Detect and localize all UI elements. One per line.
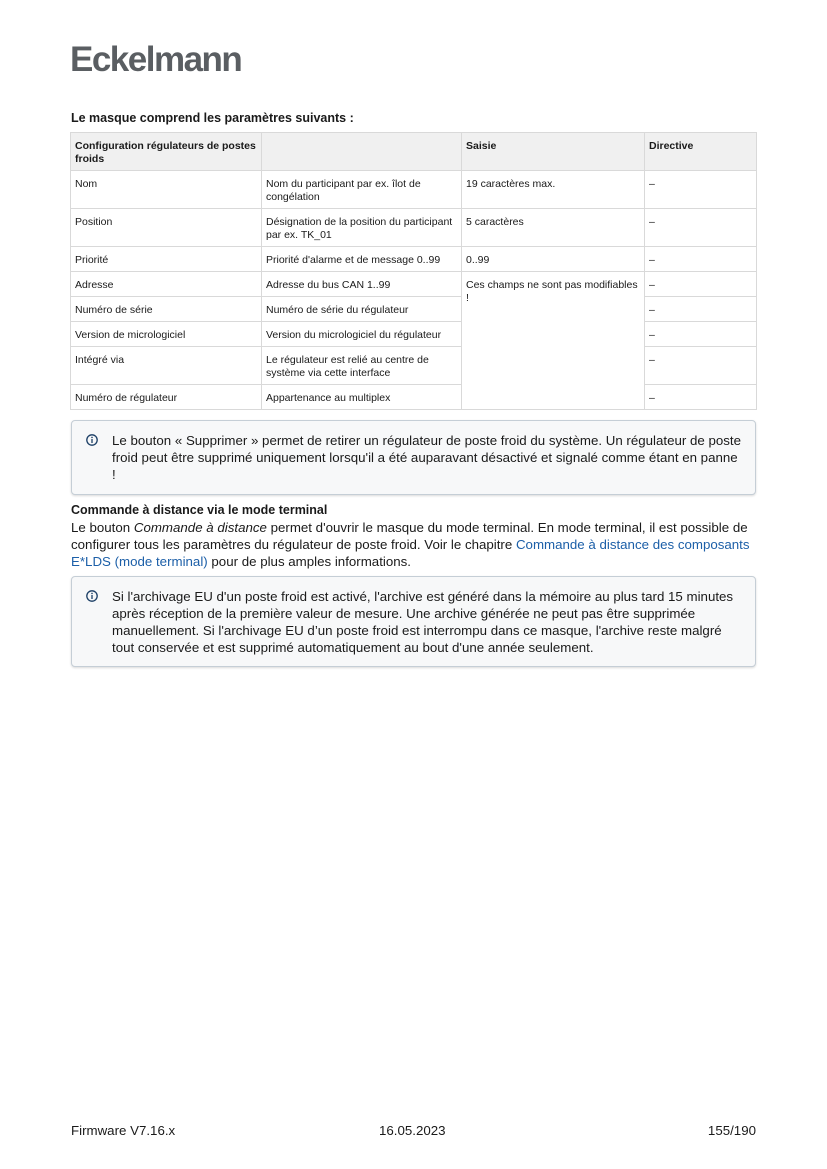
table-row — [71, 272, 757, 297]
cell-directive: – — [645, 247, 757, 272]
cell-name: Version de micrologiciel — [71, 322, 262, 347]
cell-directive: – — [645, 297, 757, 322]
cell-name: Priorité — [71, 247, 262, 272]
cell-desc: Appartenance au multiplex — [262, 385, 462, 410]
cell-desc: Numéro de série du régulateur — [262, 297, 462, 322]
info-icon — [86, 434, 98, 446]
remote-button-name: Commande à distance — [133, 520, 267, 535]
cell-input: 5 caractères — [462, 209, 645, 247]
table-row — [71, 322, 757, 347]
cell-input-merged: Ces champs ne sont pas modifiables ! — [462, 272, 645, 410]
cell-directive: – — [645, 322, 757, 347]
cell-desc: Adresse du bus CAN 1..99 — [262, 272, 462, 297]
cell-desc: Nom du participant par ex. îlot de congélation — [262, 171, 462, 209]
table-row — [71, 347, 757, 385]
note-delete-text: Le bouton « Supprimer » permet de retirer un régulateur de poste froid du système. Un régulateur de poste froid peut être supprimé uniquement lorsqu'il a été auparavant désactivé et signalé comme étant en panne ! — [112, 433, 742, 482]
cell-desc: Désignation de la position du participant par ex. TK_01 — [262, 209, 462, 247]
remote-chapter-link[interactable]: Commande à distance des composants E*LDS (mode terminal) — [71, 537, 750, 569]
cell-desc: Priorité d'alarme et de message 0..99 — [262, 247, 462, 272]
parameters-table — [70, 132, 757, 410]
header-description — [262, 133, 462, 171]
cell-directive: – — [645, 347, 757, 385]
note-archive — [71, 576, 756, 667]
header-directive: Directive — [645, 133, 757, 171]
cell-directive: – — [645, 209, 757, 247]
section-title: Le masque comprend les paramètres suivants : — [71, 111, 354, 125]
eckelmann-logo: Eckelmann — [70, 40, 242, 79]
footer-firmware: Firmware V7.16.x — [71, 1123, 176, 1138]
cell-desc: Le régulateur est relié au centre de système via cette interface — [262, 347, 462, 385]
cell-name: Numéro de série — [71, 297, 262, 322]
note-archive-text: Si l'archivage EU d'un poste froid est activé, l'archive est généré dans la mémoire au plus tard 15 minutes après réception de la première valeur de mesure. Une archive générée ne peut pas être supprimée manuellement. Si l'archivage EU d’un poste froid est interrompu dans ce masque, l'archive reste malgré tout conservée et est supprimé automatiquement au bout d'une année seulement. — [112, 589, 734, 655]
footer-date: 16.05.2023 — [379, 1123, 446, 1138]
remote-paragraph: Le bouton Commande à distance permet d'ouvrir le masque du mode terminal. En mode terminal, il est possible de configurer tous les paramètres du régulateur de poste froid. Voir le chapitre Commande à distance des composants E*LDS (mode terminal) pour de plus amples informations. — [71, 520, 750, 569]
cell-directive: – — [645, 272, 757, 297]
cell-input: 0..99 — [462, 247, 645, 272]
cell-directive: – — [645, 171, 757, 209]
cell-directive: – — [645, 385, 757, 410]
cell-name: Position — [71, 209, 262, 247]
header-saisie: Saisie — [462, 133, 645, 171]
table-row — [71, 297, 757, 322]
table-row — [71, 171, 757, 209]
cell-desc: Version du micrologiciel du régulateur — [262, 322, 462, 347]
table-header-row — [71, 133, 757, 171]
table-row — [71, 247, 757, 272]
cell-name: Adresse — [71, 272, 262, 297]
remote-heading: Commande à distance via le mode terminal — [71, 503, 328, 517]
table-row — [71, 209, 757, 247]
cell-name: Intégré via — [71, 347, 262, 385]
cell-name: Nom — [71, 171, 262, 209]
note-delete — [71, 420, 756, 495]
cell-name: Numéro de régulateur — [71, 385, 262, 410]
header-config: Configuration régulateurs de postes froids — [71, 133, 262, 171]
cell-input: 19 caractères max. — [462, 171, 645, 209]
table-row — [71, 385, 757, 410]
info-icon — [86, 590, 98, 602]
footer-page-number: 155/190 — [707, 1123, 756, 1138]
